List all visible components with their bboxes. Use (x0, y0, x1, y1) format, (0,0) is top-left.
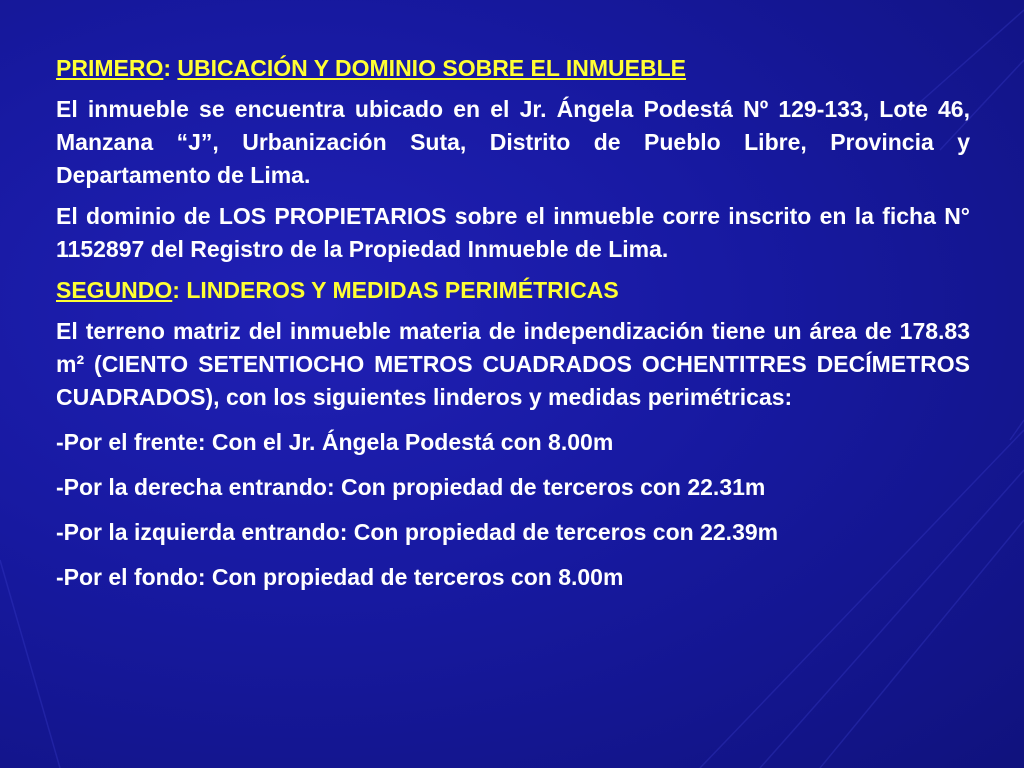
heading-colon: : (163, 55, 172, 81)
boundary-item-left: -Por la izquierda entrando: Con propiedad de terceros con 22.39m (56, 519, 779, 545)
section-heading-segundo (56, 274, 970, 307)
location-paragraph: El inmueble se encuentra ubicado en el Jr. Ángela Podestá Nº 129-133, Lote 46, Manzana “J”, Urbanización Suta, Distrito de Pueblo Libre, Provincia y Departamento de Lima. (56, 96, 970, 188)
heading-title: UBICACIÓN Y DOMINIO SOBRE EL INMUEBLE (177, 55, 687, 81)
heading-label: SEGUNDO (56, 277, 173, 303)
boundary-item-right: -Por la derecha entrando: Con propiedad de terceros con 22.31m (56, 474, 766, 500)
boundary-item-back: -Por el fondo: Con propiedad de terceros con 8.00m (56, 564, 624, 590)
ownership-paragraph: El dominio de LOS PROPIETARIOS sobre el inmueble corre inscrito en la ficha N° 1152897 del Registro de la Propiedad Inmueble de Lima. (56, 203, 970, 262)
boundary-item-front: -Por el frente: Con el Jr. Ángela Podestá con 8.00m (56, 429, 614, 455)
slide-content (56, 52, 970, 606)
heading-label: PRIMERO (56, 55, 164, 81)
section-heading-primero (56, 52, 970, 85)
area-paragraph: El terreno matriz del inmueble materia de independización tiene un área de 178.83 m² (CIENTO SETENTIOCHO METROS CUADRADOS OCHENTITRES DECÍMETROS CUADRADOS), con los siguientes linderos y medidas perimétricas: (56, 318, 970, 410)
heading-title: : LINDEROS Y MEDIDAS PERIMÉTRICAS (172, 277, 619, 303)
